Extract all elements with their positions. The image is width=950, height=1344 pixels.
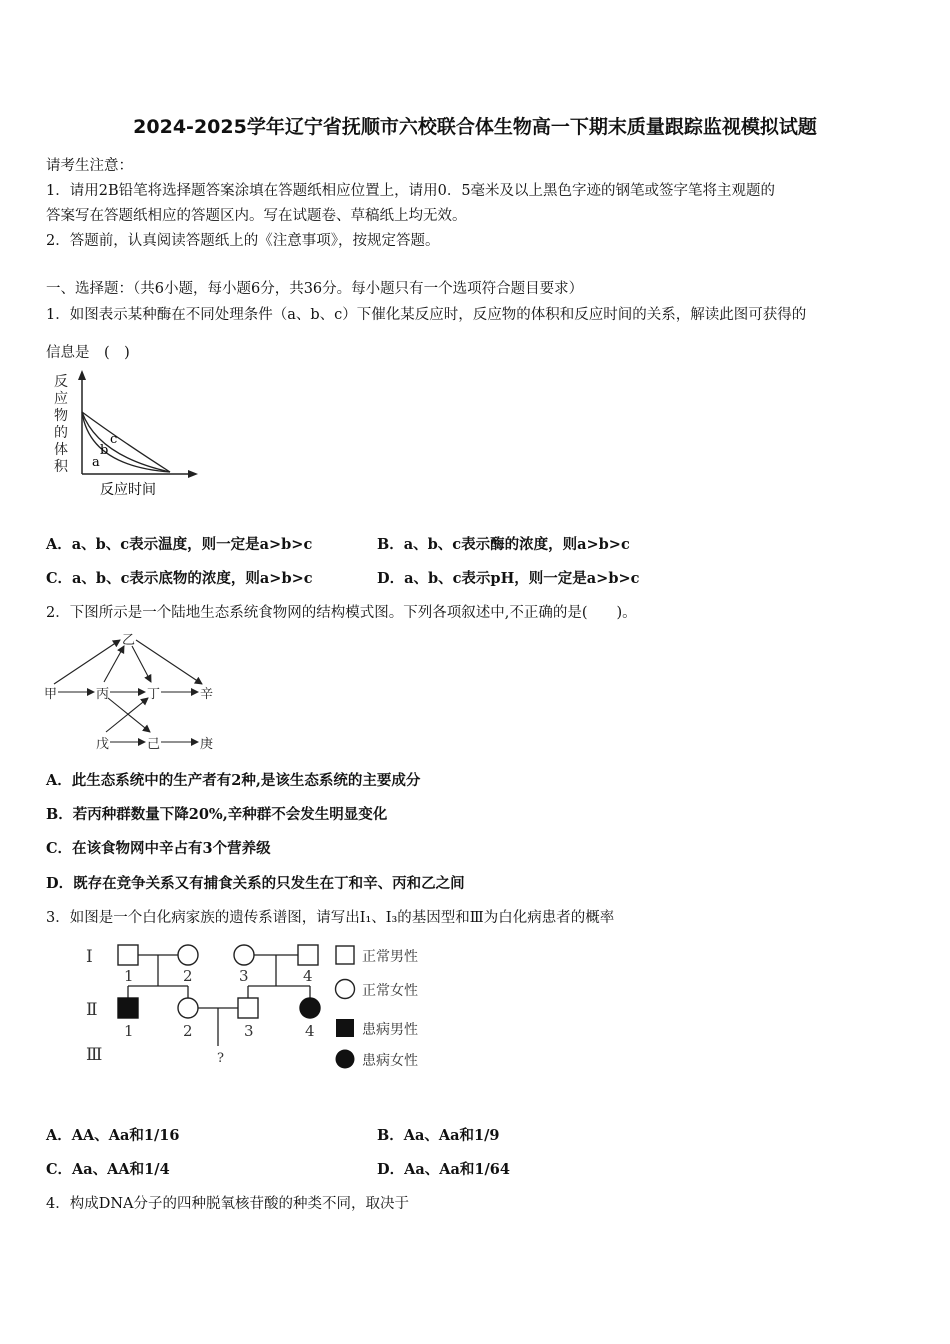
q2-node-jia: 甲 (44, 687, 58, 702)
q3-i1-normal-male (118, 945, 138, 965)
q2-option-d[interactable]: D．既存在竞争关系又有捕食关系的只发生在丁和辛、丙和乙之间 (46, 875, 465, 892)
q1-ylabel-char: 应 (54, 391, 68, 407)
q2-option-a[interactable]: A．此生态系统中的生产者有2种,是该生态系统的主要成分 (46, 772, 421, 789)
q3-i4-normal-male (298, 945, 318, 965)
q3-ii2-normal-female (178, 998, 198, 1018)
q1-stem-line1: 1．如图表示某种酶在不同处理条件（a、b、c）下催化某反应时，反应物的体积和反应时间的关系，解读此图可获得的 (46, 307, 807, 323)
q3-i-number: 1 (124, 967, 134, 985)
q1-option-a[interactable]: A．a、b、c表示温度，则一定是a>b>c (46, 536, 313, 553)
q3-i3-normal-female (234, 945, 254, 965)
q1-ylabel-char: 积 (54, 459, 68, 475)
q1-option-c[interactable]: C．a、b、c表示底物的浓度，则a>b>c (46, 570, 313, 587)
q3-pedigree (86, 938, 436, 1078)
q1-y-arrow (78, 370, 86, 380)
q3-ii4-affected-female (300, 998, 320, 1018)
q2-arrow (136, 640, 202, 684)
q2-arrow (132, 646, 151, 682)
q1-ylabel-char: 的 (54, 425, 68, 441)
notice-item-2: 2．答题前，认真阅读答题纸上的《注意事项》，按规定答题。 (46, 233, 440, 249)
q2-arrow (106, 698, 148, 732)
q2-arrow (108, 698, 150, 732)
q3-legend-normal-male: 正常男性 (362, 949, 418, 965)
q1-curve-label-a: a (92, 455, 100, 470)
q1-ylabel-char: 物 (54, 408, 68, 424)
q2-node-ding: 丁 (147, 687, 161, 702)
q2-food-web (40, 626, 230, 754)
section-heading: 一、选择题：（共6小题，每小题6分，共36分。每小题只有一个选项符合题目要求） (46, 281, 584, 297)
q1-enzyme-graph (46, 368, 206, 503)
q3-option-d[interactable]: D．Aa、Aa和1/64 (377, 1161, 510, 1178)
q1-ylabel-char: 体 (54, 442, 68, 458)
q3-option-c[interactable]: C．Aa、AA和1/4 (46, 1161, 170, 1178)
q3-gen-label: Ⅰ (86, 947, 93, 967)
q3-ii-number: 1 (124, 1022, 134, 1040)
notice-heading: 请考生注意： (46, 158, 133, 174)
q3-stem: 3．如图是一个白化病家族的遗传系谱图，请写出Ⅰ₁、Ⅰ₃的基因型和Ⅲ为白化病患者的概率 (46, 910, 615, 926)
q1-option-b[interactable]: B．a、b、c表示酶的浓度，则a>b>c (377, 536, 630, 553)
q3-i-number: 3 (239, 967, 249, 985)
q3-legend-affected-female: 患病女性 (362, 1053, 418, 1069)
q3-i2-normal-female (178, 945, 198, 965)
q2-option-c[interactable]: C．在该食物网中辛占有3个营养级 (46, 840, 271, 857)
q1-curve-label-b: b (100, 443, 109, 458)
q2-arrow (54, 640, 120, 684)
q3-offspring-question: ? (217, 1051, 224, 1066)
q1-ylabel-char: 反 (54, 374, 68, 390)
q2-node-wu: 戊 (96, 737, 110, 752)
q4-stem: 4．构成DNA分子的四种脱氧核苷酸的种类不同，取决于 (46, 1196, 410, 1212)
q3-i-number: 2 (183, 967, 193, 985)
notice-item-1a: 1．请用2B铅笔将选择题答案涂填在答题纸相应位置上，请用0．5毫米及以上黑色字迹的钢笔或签字笔将主观题的 (46, 183, 776, 199)
q2-node-geng: 庚 (200, 737, 214, 752)
q3-legend-affected-female-symbol (336, 1050, 355, 1069)
q3-option-a[interactable]: A．AA、Aa和1/16 (46, 1127, 180, 1144)
q3-legend-normal-male-symbol (336, 946, 354, 964)
q2-arrow (104, 646, 124, 682)
q3-ii3-normal-male (238, 998, 258, 1018)
q2-node-yi: 乙 (122, 633, 136, 648)
q3-legend-affected-male-symbol (336, 1019, 354, 1037)
q2-stem: 2．下图所示是一个陆地生态系统食物网的结构模式图。下列各项叙述中,不正确的是( )。 (46, 605, 637, 621)
q3-ii-number: 3 (244, 1022, 254, 1040)
q1-curve-label-c: c (110, 432, 118, 447)
q1-stem-line2: 信息是 ( ) (46, 345, 130, 361)
q2-node-ji: 己 (147, 737, 161, 752)
q2-node-xin: 辛 (200, 687, 214, 702)
q3-legend-normal-female: 正常女性 (362, 983, 418, 999)
q3-ii-number: 4 (305, 1022, 315, 1040)
q3-option-b[interactable]: B．Aa、Aa和1/9 (377, 1127, 500, 1144)
q3-ii-number: 2 (183, 1022, 193, 1040)
q1-x-arrow (188, 470, 198, 478)
q2-option-b[interactable]: B．若丙种群数量下降20%,辛种群不会发生明显变化 (46, 806, 388, 823)
q3-legend-normal-female-symbol (336, 980, 355, 999)
notice-item-1b: 答案写在答题纸相应的答题区内。写在试题卷、草稿纸上均无效。 (46, 208, 467, 224)
q1-option-d[interactable]: D．a、b、c表示pH，则一定是a>b>c (377, 570, 640, 587)
q3-gen-label: Ⅱ (86, 1000, 98, 1020)
q3-i-number: 4 (303, 967, 313, 985)
q1-xlabel: 反应时间 (100, 482, 156, 498)
q3-gen-label: Ⅲ (86, 1045, 103, 1065)
q3-ii1-affected-male (118, 998, 138, 1018)
page-title: 2024-2025学年辽宁省抚顺市六校联合体生物高一下期末质量跟踪监视模拟试题 (133, 116, 817, 138)
q2-node-bing: 丙 (96, 687, 110, 702)
q3-legend-affected-male: 患病男性 (362, 1022, 418, 1038)
